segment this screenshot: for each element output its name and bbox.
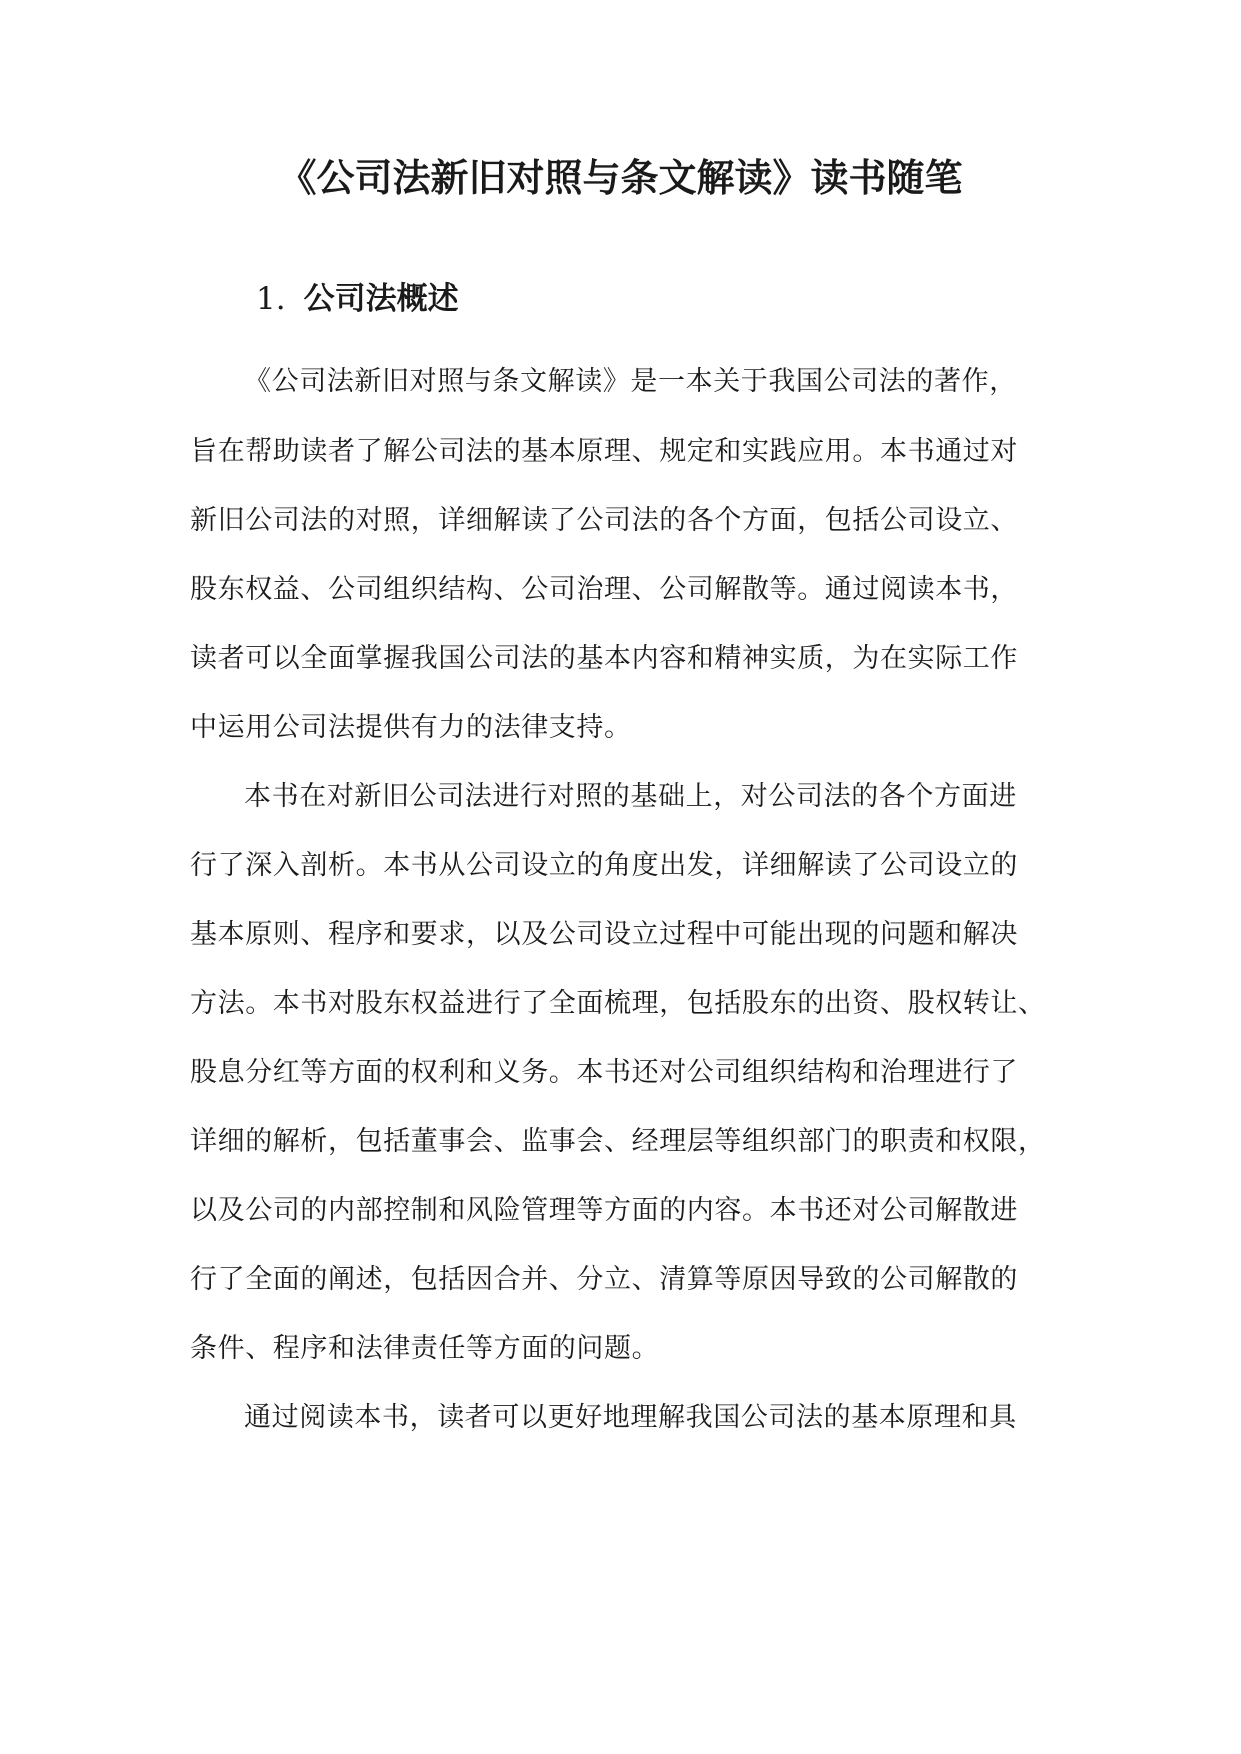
body-line: 股息分红等方面的权利和义务。本书还对公司组织结构和治理进行了 xyxy=(190,1057,1018,1088)
body-line: 中运用公司法提供有力的法律支持。 xyxy=(190,712,632,743)
body-line: 通过阅读本书，读者可以更好地理解我国公司法的基本原理和具 xyxy=(244,1402,1017,1433)
body-line: 读者可以全面掌握我国公司法的基本内容和精神实质，为在实际工作 xyxy=(190,643,1018,674)
body-line: 详细的解析，包括董事会、监事会、经理层等组织部门的职责和权限， xyxy=(190,1126,1046,1157)
body-line: 本书在对新旧公司法进行对照的基础上，对公司法的各个方面进 xyxy=(244,781,1017,812)
body-line: 股东权益、公司组织结构、公司治理、公司解散等。通过阅读本书， xyxy=(190,574,1018,605)
section-heading xyxy=(256,277,459,321)
section-number: 1. xyxy=(256,281,286,317)
section-heading-text: 公司法概述 xyxy=(303,281,459,317)
body-line: 《公司法新旧对照与条文解读》是一本关于我国公司法的著作， xyxy=(244,366,1017,397)
body-line: 旨在帮助读者了解公司法的基本原理、规定和实践应用。本书通过对 xyxy=(190,436,1018,467)
body-line: 新旧公司法的对照，详细解读了公司法的各个方面，包括公司设立、 xyxy=(190,505,1018,536)
document-title: 《公司法新旧对照与条文解读》读书随笔 xyxy=(278,156,963,200)
body-line: 条件、程序和法律责任等方面的问题。 xyxy=(190,1333,660,1364)
body-line: 行了全面的阐述，包括因合并、分立、清算等原因导致的公司解散的 xyxy=(190,1264,1018,1295)
body-line: 以及公司的内部控制和风险管理等方面的内容。本书还对公司解散进 xyxy=(190,1195,1018,1226)
body-line: 行了深入剖析。本书从公司设立的角度出发，详细解读了公司设立的 xyxy=(190,850,1018,881)
body-line: 基本原则、程序和要求，以及公司设立过程中可能出现的问题和解决 xyxy=(190,919,1018,950)
body-line: 方法。本书对股东权益进行了全面梳理，包括股东的出资、股权转让、 xyxy=(190,988,1046,1019)
